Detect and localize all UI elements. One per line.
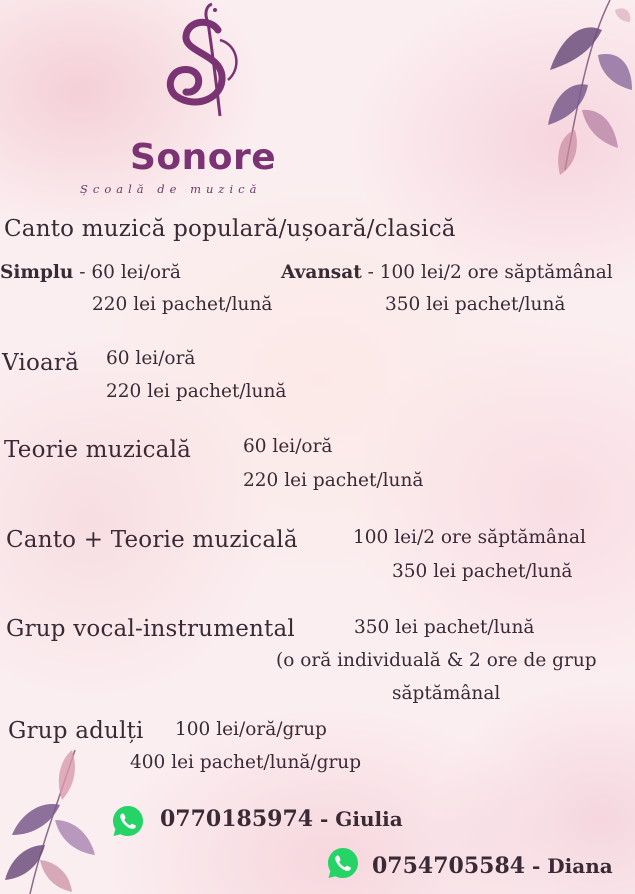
leaf-decoration-top-right xyxy=(520,0,635,200)
canto-simplu-price: - 60 lei/oră xyxy=(73,262,181,283)
teorie-package: 220 lei pachet/lună xyxy=(243,470,424,491)
canto-simplu-line xyxy=(0,262,181,283)
grup-vocal-note-line2: săptămânal xyxy=(392,683,501,704)
grup-adulti-heading: Grup adulți xyxy=(8,718,144,744)
grup-adulti-package: 400 lei pachet/lună/grup xyxy=(130,752,362,773)
whatsapp-icon xyxy=(110,803,146,839)
contact-diana[interactable] xyxy=(372,853,613,879)
vioara-price: 60 lei/oră xyxy=(106,348,196,369)
treble-clef-s-logo xyxy=(160,0,250,120)
canto-simplu-label: Simplu xyxy=(0,262,74,283)
teorie-heading: Teorie muzicală xyxy=(4,437,192,463)
canto-teorie-package: 350 lei pachet/lună xyxy=(392,561,573,582)
leaf-decoration-bottom-left xyxy=(0,720,110,894)
canto-avansat-package: 350 lei pachet/lună xyxy=(385,294,566,315)
grup-adulti-price: 100 lei/oră/grup xyxy=(175,719,327,740)
canto-teorie-price: 100 lei/2 ore săptămânal xyxy=(353,527,586,548)
canto-heading: Canto muzică populară/ușoară/clasică xyxy=(4,216,456,242)
canto-avansat-label: Avansat xyxy=(281,262,362,283)
canto-avansat-line xyxy=(281,262,613,283)
grup-vocal-package: 350 lei pachet/lună xyxy=(354,617,535,638)
vioara-heading: Vioară xyxy=(2,350,80,376)
canto-teorie-heading: Canto + Teorie muzicală xyxy=(6,527,298,553)
brand-tagline: Școală de muzică xyxy=(80,182,262,196)
grup-vocal-note-line1: (o oră individuală & 2 ore de grup xyxy=(276,650,597,671)
canto-simplu-package: 220 lei pachet/lună xyxy=(92,294,273,315)
contact-giulia-name: - Giulia xyxy=(313,807,403,831)
contact-giulia[interactable] xyxy=(160,806,403,832)
brand-name: Sonore xyxy=(130,137,277,178)
whatsapp-icon xyxy=(325,845,361,881)
teorie-price: 60 lei/oră xyxy=(243,436,333,457)
canto-avansat-price: - 100 lei/2 ore săptămânal xyxy=(361,262,613,283)
contact-diana-name: - Diana xyxy=(525,854,613,878)
contact-diana-phone: 0754705584 xyxy=(372,853,526,879)
grup-vocal-heading: Grup vocal-instrumental xyxy=(6,616,295,642)
contact-giulia-phone: 0770185974 xyxy=(160,806,314,832)
vioara-package: 220 lei pachet/lună xyxy=(106,381,287,402)
